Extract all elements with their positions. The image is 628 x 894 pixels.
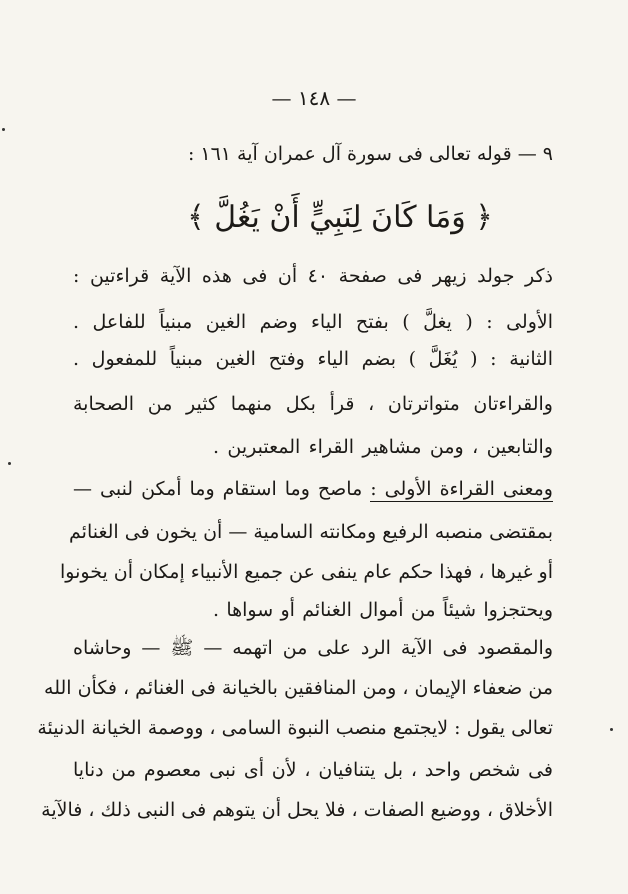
text-line: والتابعين ، ومن مشاهير القراء المعتبرين . bbox=[213, 436, 553, 458]
text-line: الأخلاق ، ووضيع الصفات ، فلا يحل أن يتوهم فى النبى ذلك ، فالآية bbox=[41, 799, 553, 821]
text-line: الأولى : ( يغلَّ ) بفتح الياء وضم الغين مبنياً للفاعل . bbox=[73, 311, 553, 333]
text-line: أو غيرها ، فهذا حكم عام ينفى عن جميع الأنبياء إمكان أن يخونوا bbox=[60, 561, 553, 583]
quranic-verse: ﴿ وَمَا كَانَ لِنَبِيٍّ أَنْ يَغُلَّ ﴾ bbox=[187, 200, 493, 235]
text-line: والقراءتان متواترتان ، قرأ بكل منهما كثير من الصحابة bbox=[73, 393, 553, 415]
page-number: — ١٤٨ — bbox=[271, 86, 357, 110]
scan-speck bbox=[8, 462, 11, 465]
scan-speck bbox=[610, 728, 613, 731]
text-line: ويحتجزوا شيئاً من أموال الغنائم أو سواها . bbox=[213, 599, 553, 621]
text-line: تعالى يقول : لايجتمع منصب النبوة السامى ، ووصمة الخيانة الدنيئة bbox=[37, 717, 553, 739]
section-heading: ٩ — قوله تعالى فى سورة آل عمران آية ١٦١ : bbox=[187, 143, 553, 165]
underlined-phrase: ومعنى القراءة الأولى : bbox=[370, 478, 553, 500]
text-line: والمقصود فى الآية الرد على من اتهمه — ﷺ — وحاشاه bbox=[73, 637, 553, 659]
text-line: بمقتضى منصبه الرفيع ومكانته السامية — أن يخون فى الغنائم bbox=[69, 521, 553, 543]
text-line bbox=[73, 475, 553, 503]
text-line-rest: ماصح وما استقام وما أمكن لنبى — bbox=[73, 478, 363, 500]
scan-speck bbox=[2, 128, 5, 131]
text-line: ذكر جولد زيهر فى صفحة ٤٠ أن فى هذه الآية قراءتين : bbox=[73, 265, 553, 287]
text-line: من ضعفاء الإيمان ، ومن المنافقين بالخيانة فى الغنائم ، فكأن الله bbox=[44, 677, 553, 699]
text-line: فى شخص واحد ، بل يتنافيان ، لأن أى نبى معصوم من دنايا bbox=[73, 759, 553, 781]
text-line: الثانية : ( يُغَلَّ ) بضم الياء وفتح الغين مبنياً للمفعول . bbox=[73, 348, 553, 370]
